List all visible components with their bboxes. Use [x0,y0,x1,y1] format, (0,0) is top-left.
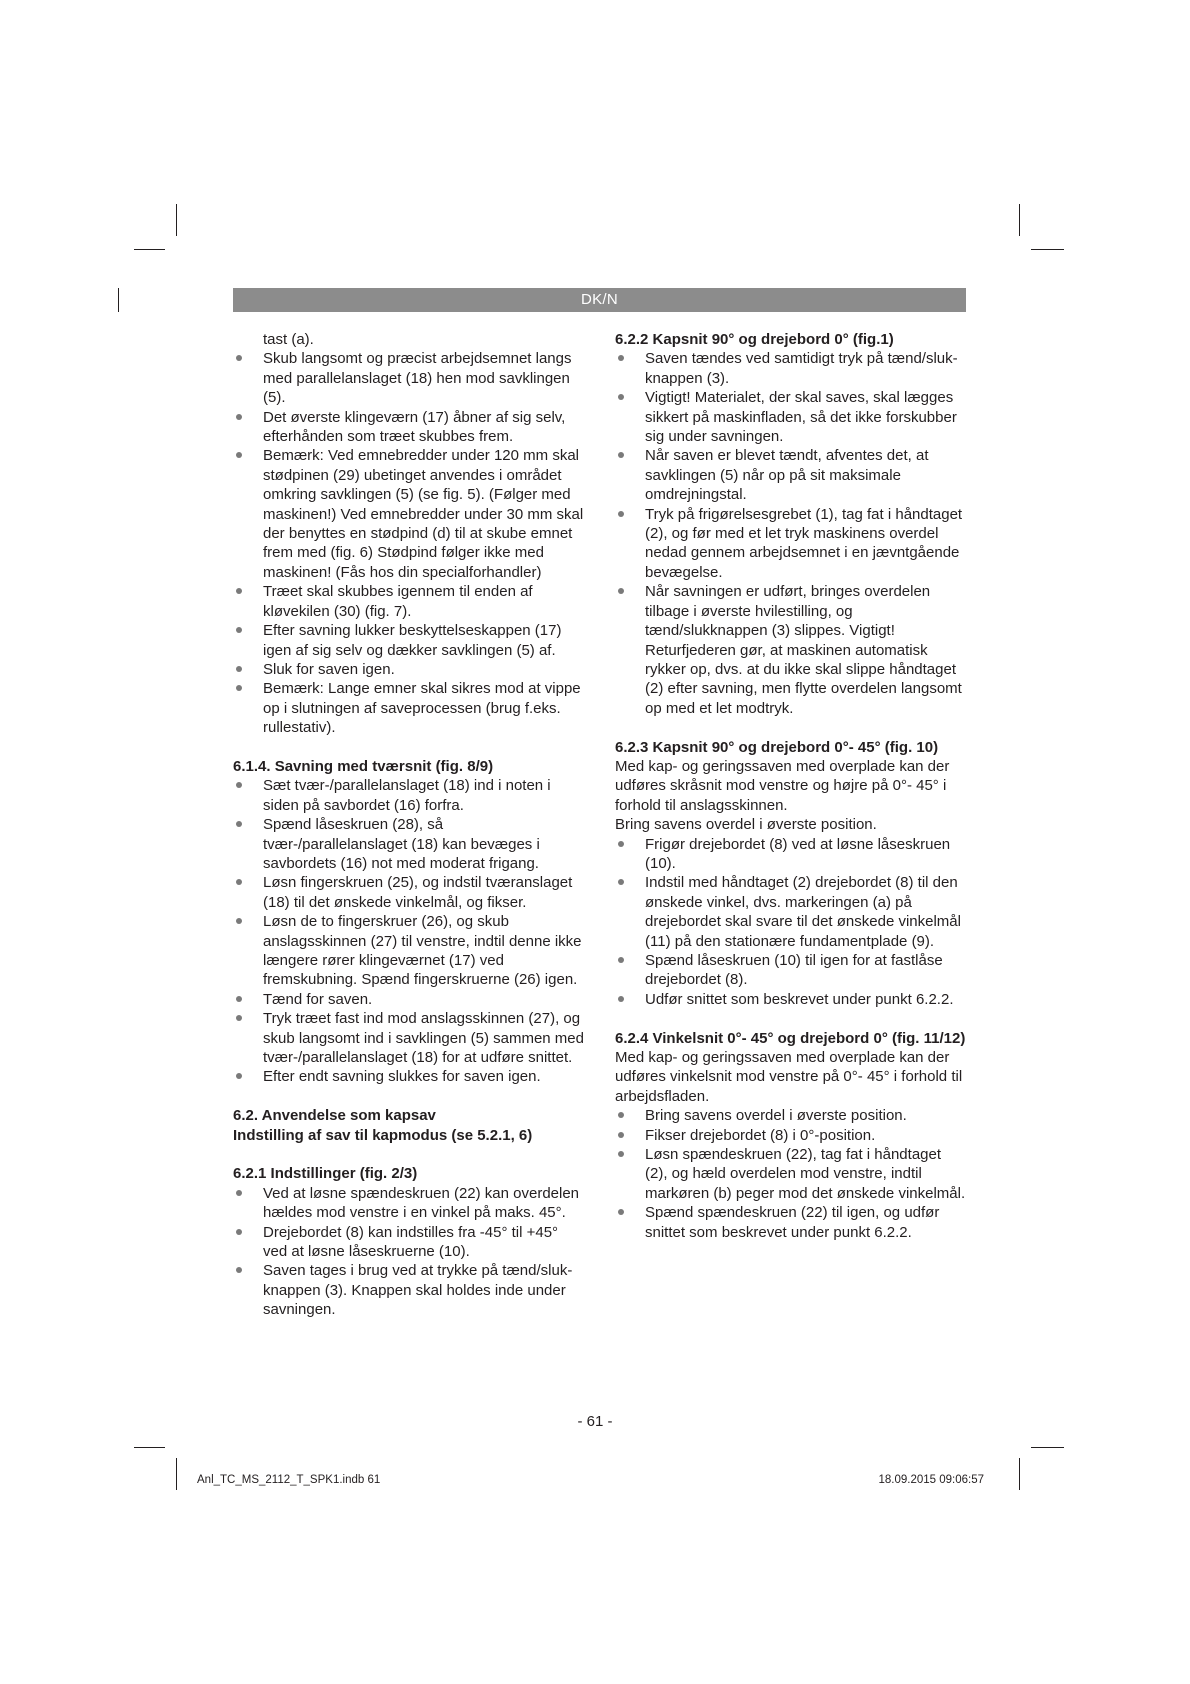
footer-timestamp: 18.09.2015 09:06:57 [878,1474,984,1486]
list-item-text: Sluk for saven igen. [263,660,395,678]
bullet-icon [236,685,242,691]
crop-mark [176,1458,177,1490]
bullet-icon [618,1112,624,1118]
list-item-text: Indstil med håndtaget (2) drejebordet (8) til den ønskede vinkel, dvs. markeringen (a) på drejebordet skal svare til det ønskede vinkelmål (11) på den stationære fundamentplade (9). [645,874,961,950]
list-item [615,1145,967,1203]
list-item [615,446,967,504]
bullet-icon [236,996,242,1002]
list-item-text: Bemærk: Lange emner skal sikres mod at vippe op i slutningen af saveprocessen (brug f.eks. rullestativ). [263,680,581,737]
crop-mark [176,204,177,236]
list-item-text: Tryk træet fast ind mod anslagsskinnen (27), og skub langsomt ind i savklingen (5) sammen med tvær-/parallelanslaget (18) for at udføre snittet. [263,1010,584,1067]
bullet-icon [618,511,624,517]
crop-mark [134,1447,165,1448]
list-item [615,951,967,990]
list-item-text: Det øverste klingeværn (17) åbner af sig selv, efterhånden som træet skubbes frem. [263,408,566,446]
crop-mark [1019,1458,1020,1490]
list-item-text: Saven tændes ved samtidigt tryk på tænd/sluk-knappen (3). [645,350,958,387]
bullet-icon [236,355,242,361]
bullet-icon [236,666,242,672]
paragraph: Med kap- og geringssaven med overplade kan der udføres skråsnit mod venstre og højre på 0°- 45° i forhold til anslagsskinnen. [615,757,950,814]
bullet-icon [236,627,242,633]
list-item [615,349,967,388]
section-heading: 6.2.3 Kapsnit 90° og drejebord 0°- 45° (fig. 10) [615,738,939,756]
list-item-text: Når saven er blevet tændt, afventes det, at savklingen (5) når op på sit maksimale omdrejningstal. [645,447,929,504]
list-item [615,990,967,1009]
paragraph: Bring savens overdel i øverste position. [615,816,877,834]
list-item [233,408,585,447]
bullet-icon [618,957,624,963]
list-item [233,660,585,679]
section-heading: 6.2.4 Vinkelsnit 0°- 45° og drejebord 0° (fig. 11/12) [615,1029,966,1047]
list-item-text: Bring savens overdel i øverste position. [645,1107,907,1125]
list-item-text: Spænd låseskruen (28), så tvær-/parallelanslaget (18) kan bevæges i savbordets (16) not med moderat frigang. [263,816,540,872]
list-item [233,912,585,990]
list-item [615,835,967,874]
bullet-icon [618,588,624,594]
section-heading: 6.2.1 Indstillinger (fig. 2/3) [233,1165,418,1183]
list-item-text: Løsn spændeskruen (22), tag fat i håndtaget (2), og hæld overdelen mod venstre, indtil markøren (b) peger mod det ønskede vinkelmål. [645,1146,966,1202]
bullet-icon [618,394,624,400]
list-item-text: Udfør snittet som beskrevet under punkt 6.2.2. [645,990,954,1008]
crop-mark [134,249,165,250]
list-item [615,1106,967,1125]
bullet-icon [236,1190,242,1196]
list-item [615,388,967,446]
bullet-list [615,835,967,1010]
list-item [615,1203,967,1242]
bullet-icon [618,841,624,847]
bullet-icon [618,1132,624,1138]
list-item [233,1009,585,1067]
bullet-list [233,1184,585,1320]
list-item-text: Tryk på frigørelsesgrebet (1), tag fat i håndtaget (2), og før med et let tryk maskinens overdel nedad gennem arbejdsemnet i en jævntgående bevægelse. [645,505,963,581]
list-item [233,679,585,737]
list-item-text: Bemærk: Ved emnebredder under 120 mm skal stødpinen (29) ubetinget anvendes i området omkring savklingen (5) (se fig. 5). (Følger med maskinen!) Ved emnebredder under 30 mm skal der benyttes en stødpind (d) til at skube emnet frem med (fig. 6) Stødpind følger ikke med maskinen! (Fås hos din specialforhandler) [263,447,584,581]
list-item-text: Sæt tvær-/parallelanslaget (18) ind i noten i siden på savbordet (16) forfra. [263,777,551,814]
bullet-icon [618,1151,624,1157]
section-heading: 6.2. Anvendelse som kapsav [233,1107,436,1125]
list-item-text: Løsn fingerskruen (25), og indstil tværanslaget (18) til det ønskede vinkelmål, og fikser. [263,874,573,911]
list-item [233,621,585,660]
crop-mark [1031,249,1064,250]
bullet-icon [618,1209,624,1215]
list-item [233,1223,585,1262]
list-item-text: Træet skal skubbes igennem til enden af kløvekilen (30) (fig. 7). [263,583,533,620]
list-item-text: Spænd spændeskruen (22) til igen, og udfør snittet som beskrevet under punkt 6.2.2. [645,1204,940,1241]
language-header-bar [233,288,966,312]
left-column [233,330,585,1320]
list-item [233,1184,585,1223]
list-item-text: Frigør drejebordet (8) ved at løsne låseskruen (10). [645,835,951,872]
bullet-icon [236,879,242,885]
footer-file-name: Anl_TC_MS_2112_T_SPK1.indb 61 [197,1474,381,1486]
bullet-icon [236,1229,242,1235]
bullet-icon [618,879,624,885]
bullet-list [615,1106,967,1242]
list-item-text: Løsn de to fingerskruer (26), og skub anslagsskinnen (27) til venstre, indtil denne ikke længere rører klingeværnet (17) ved fremskubning. Spænd fingerskruerne (26) igen. [263,913,582,989]
bullet-icon [236,1267,242,1273]
list-item-text: Spænd låseskruen (10) til igen for at fastlåse drejebordet (8). [645,951,943,989]
list-item [233,815,585,873]
list-item [233,349,585,407]
language-label: DK/N [580,291,619,308]
list-item [233,582,585,621]
crop-mark [118,288,119,312]
page-number: - 61 - [577,1413,613,1430]
section-heading: 6.1.4. Savning med tværsnit (fig. 8/9) [233,757,494,775]
crop-mark [1031,1447,1064,1448]
continuation-text: tast (a). [263,331,314,348]
list-item [233,873,585,912]
bullet-list [615,349,967,718]
list-item [615,1126,967,1145]
list-item [233,446,585,582]
list-item [615,873,967,951]
list-item-text: Efter endt savning slukkes for saven igen. [263,1068,541,1086]
crop-mark [1019,204,1020,236]
list-item-text: Efter savning lukker beskyttelseskappen (17) igen af sig selv og dækker savklingen (5) af. [263,622,562,659]
list-item [233,1067,585,1086]
bullet-icon [618,355,624,361]
bullet-icon [236,821,242,827]
paragraph: Med kap- og geringssaven med overplade kan der udføres vinkelsnit mod venstre på 0°- 45° i forhold til arbejdsfladen. [615,1049,963,1105]
list-item-text: Ved at løsne spændeskruen (22) kan overdelen hældes mod venstre i en vinkel på maks. 45°. [263,1184,580,1222]
list-item-text: Tænd for saven. [263,990,373,1008]
bullet-icon [236,782,242,788]
right-column [615,330,967,1242]
bullet-icon [618,996,624,1002]
bullet-icon [236,1073,242,1079]
list-item-text: Når savningen er udført, bringes overdelen tilbage i øverste hvilestilling, og tænd/slukknappen (3) slippes. Vigtigt! Returfjederen gør, at maskinen automatisk rykker op, dvs. at du ikke skal slippe håndtaget (2) efter savning, men flytte overdelen langsomt op med et let modtryk. [645,583,962,717]
list-item-text: Vigtigt! Materialet, der skal saves, skal lægges sikkert på maskinfladen, så det ikke forskubber sig under savningen. [645,389,957,446]
bullet-icon [618,452,624,458]
section-heading: 6.2.2 Kapsnit 90° og drejebord 0° (fig.1) [615,331,894,348]
list-item [233,990,585,1009]
bullet-icon [236,1015,242,1021]
bullet-list [233,776,585,1087]
list-item-text: Drejebordet (8) kan indstilles fra -45° til +45° ved at løsne låseskruerne (10). [263,1223,559,1261]
bullet-icon [236,452,242,458]
list-item-text: Skub langsomt og præcist arbejdsemnet langs med parallelanslaget (18) hen mod savklingen (5). [263,350,572,407]
list-item [233,776,585,815]
list-item [615,582,967,718]
bullet-icon [236,414,242,420]
list-item-text: Saven tages i brug ved at trykke på tænd/sluk-knappen (3). Knappen skal holdes inde under savningen. [263,1262,573,1319]
list-item [615,505,967,583]
bullet-icon [236,918,242,924]
bullet-list [233,349,585,737]
list-item [233,1261,585,1319]
list-item-text: Fikser drejebordet (8) i 0°-position. [645,1126,876,1144]
bullet-icon [236,588,242,594]
section-subheading: Indstilling af sav til kapmodus (se 5.2.1, 6) [233,1126,533,1144]
